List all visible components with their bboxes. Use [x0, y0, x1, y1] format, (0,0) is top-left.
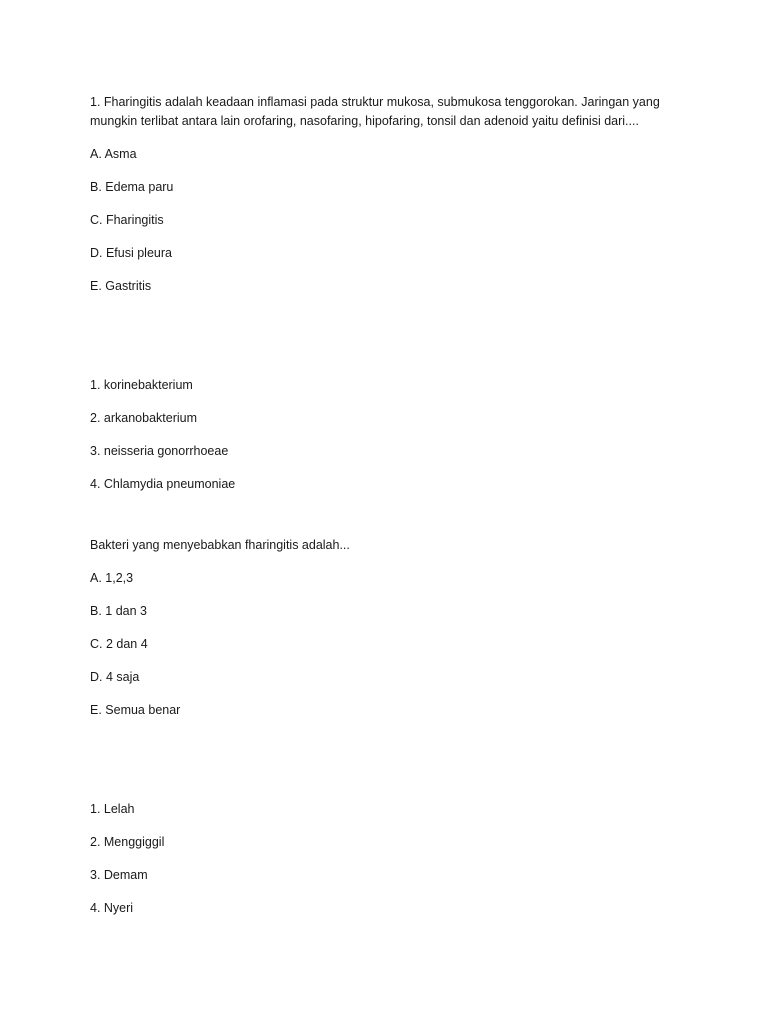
question-2-item-4: 4. Chlamydia pneumoniae — [90, 477, 236, 491]
question-2-option-d: D. 4 saja — [90, 670, 140, 684]
question-1-text: 1. Fharingitis adalah keadaan inflamasi pada struktur mukosa, submukosa tenggorokan. Jaringan yang mungkin terlibat antara lain orofaring, nasofaring, hipofaring, tonsil dan adenoid yaitu definisi dari.... — [90, 95, 660, 128]
question-2-item-3: 3. neisseria gonorrhoeae — [90, 444, 229, 458]
question-3-item-1: 1. Lelah — [90, 802, 135, 816]
question-3-item-4: 4. Nyeri — [90, 901, 134, 915]
question-3-item-3: 3. Demam — [90, 868, 148, 882]
question-2-option-a: A. 1,2,3 — [90, 571, 134, 585]
question-2-option-c: C. 2 dan 4 — [90, 637, 148, 651]
question-2-item-1: 1. korinebakterium — [90, 378, 193, 392]
question-1-option-c: C. Fharingitis — [90, 213, 164, 227]
question-2-option-b: B. 1 dan 3 — [90, 604, 147, 618]
spacer — [90, 508, 690, 536]
document-page — [90, 93, 690, 932]
question-1-option-d: D. Efusi pleura — [90, 246, 172, 260]
spacer — [90, 310, 690, 376]
question-2-text: Bakteri yang menyebabkan fharingitis adalah... — [90, 538, 350, 552]
question-1-option-a: A. Asma — [90, 147, 137, 161]
question-2-option-e: E. Semua benar — [90, 703, 181, 717]
question-2-item-2: 2. arkanobakterium — [90, 411, 198, 425]
question-1-option-b: B. Edema paru — [90, 180, 174, 194]
question-1-option-e: E. Gastritis — [90, 279, 152, 293]
question-3-item-2: 2. Menggiggil — [90, 835, 165, 849]
spacer — [90, 734, 690, 800]
